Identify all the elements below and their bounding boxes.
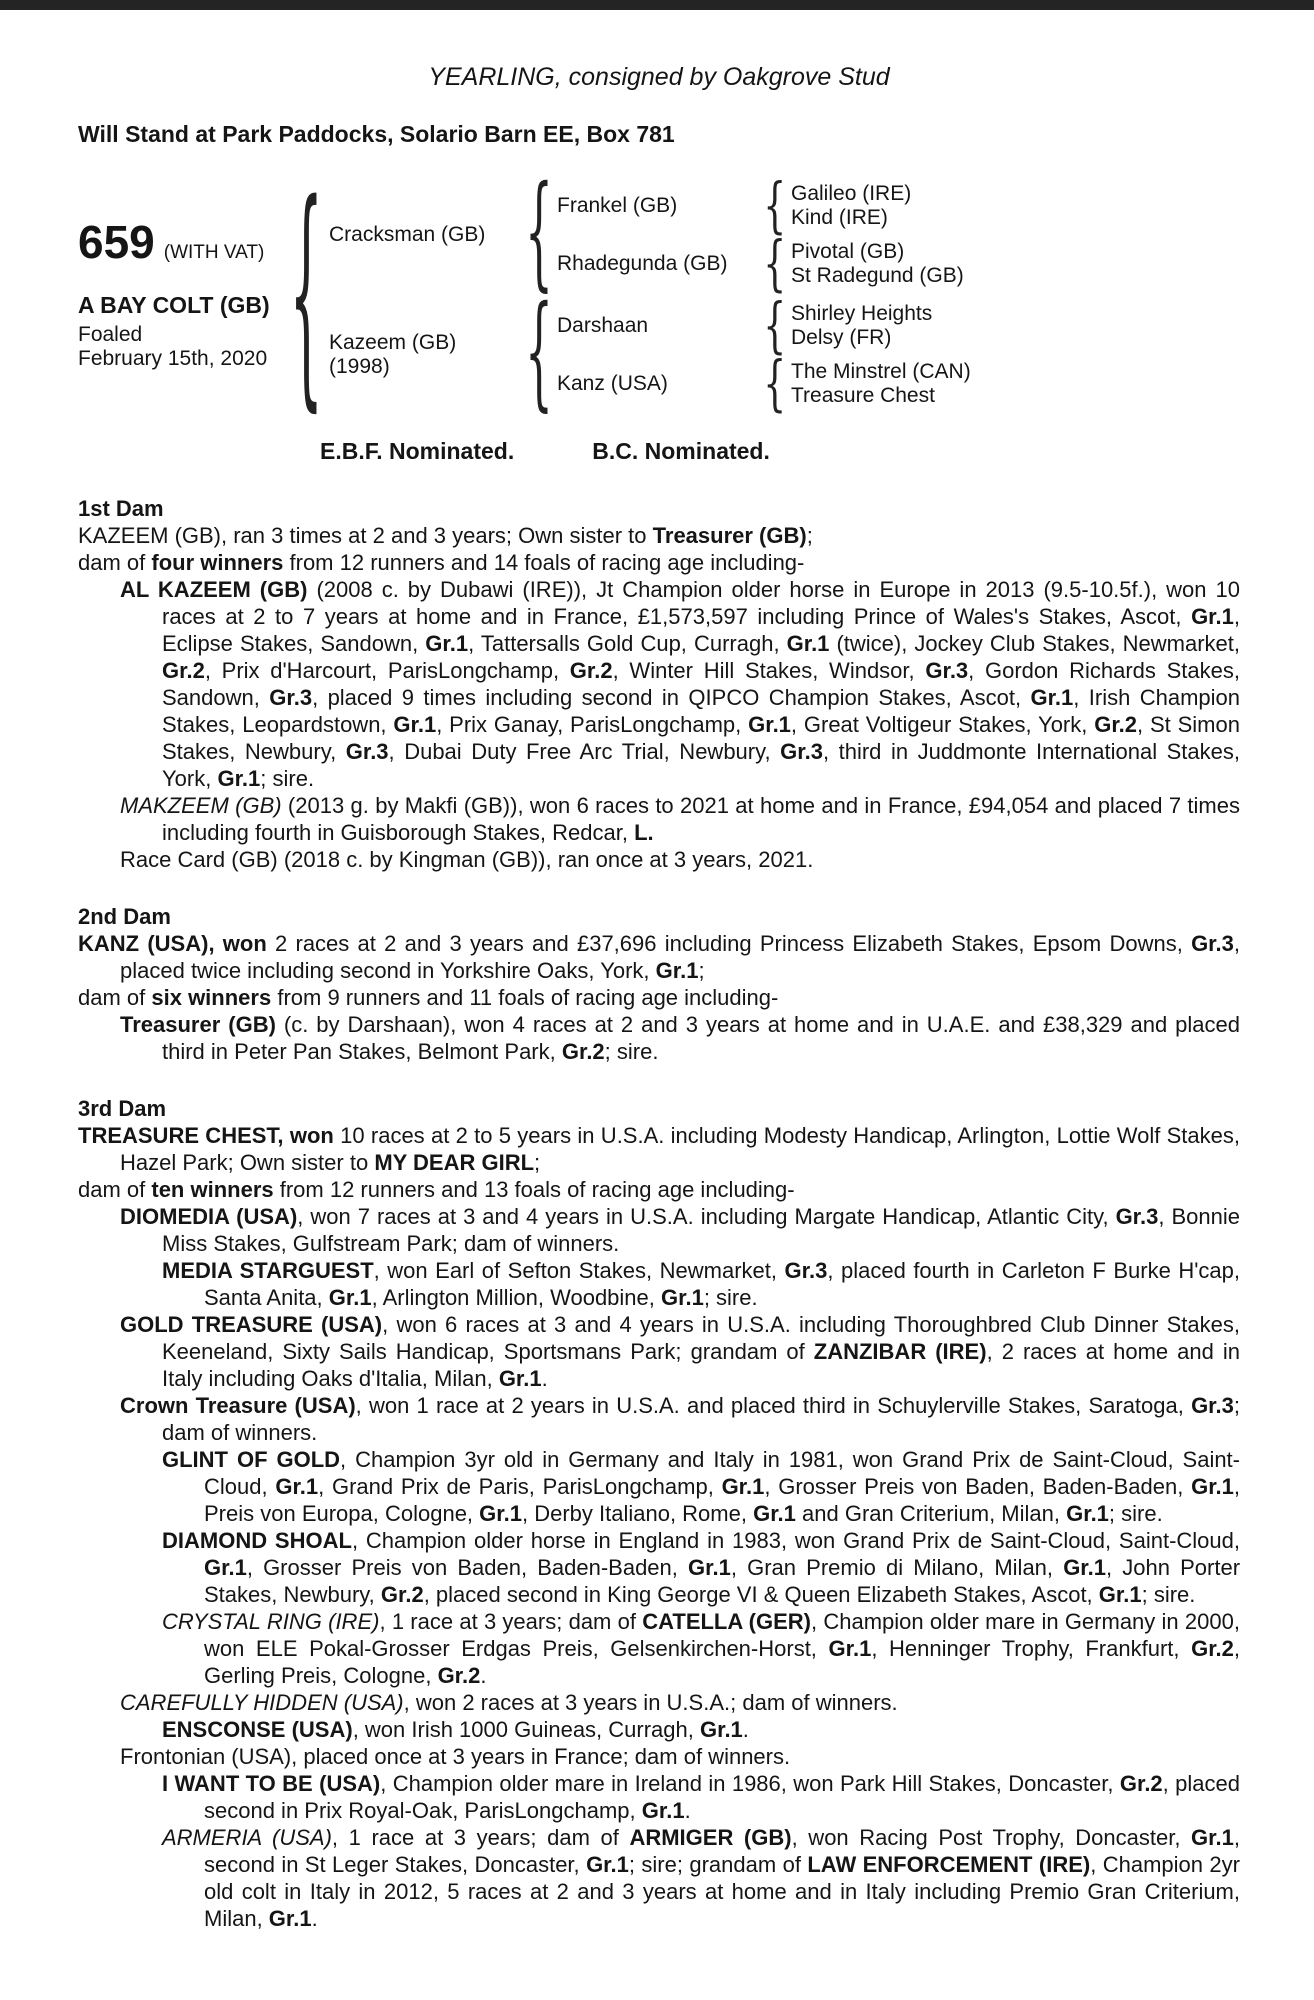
text-run: , Eclipse Stakes, Sandown,	[162, 604, 1240, 656]
text-run: Gr.1	[688, 1555, 731, 1580]
ebf-nomination: E.B.F. Nominated.	[320, 438, 515, 464]
text-run: Gr.1	[699, 1717, 743, 1742]
text-run: (c. by Darshaan), won 4 races at 2 and 3 years at home and in U.A.E. and £38,329 and placed third in Peter Pan Stakes, Belmont Park,	[162, 1012, 1240, 1064]
dam-brace: {	[525, 282, 553, 425]
text-run: , Winter Hill Stakes, Windsor,	[612, 658, 926, 683]
text-run: MAKZEEM (GB)	[120, 793, 282, 818]
bc-nomination: B.C. Nominated.	[592, 438, 770, 464]
text-run: ARMERIA (USA)	[162, 1825, 332, 1850]
text-run: , third in Juddmonte International Stakes, York,	[162, 739, 1240, 791]
text-run: (2008 c. by Dubawi (IRE)), Jt Champion older horse in Europe in 2013 (9.5-10.5f.), won 10 races at 2 to 7 years at home and in France, £1,573,597 including Prince of Wales's Stakes, Ascot,	[162, 577, 1240, 629]
sire-dam-brace: {	[763, 229, 787, 299]
consignor-line: YEARLING, consigned by Oakgrove Stud	[428, 63, 890, 91]
third-dam-section	[78, 1095, 1240, 1932]
text-run: , won 2 races at 3 years in U.S.A.; dam of winners.	[403, 1690, 898, 1715]
lot-number-line	[78, 216, 283, 268]
text-run: and Gran Criterium, Milan,	[795, 1501, 1067, 1526]
pedigree-outer-brace: {	[289, 155, 323, 435]
text-run: ;	[534, 1150, 541, 1175]
text-run: Gr.1	[1191, 604, 1234, 629]
text-run: , Grand Prix de Paris, ParisLongchamp,	[318, 1474, 722, 1499]
sire-dam-parents	[791, 240, 964, 288]
text-run: dam of	[78, 985, 152, 1010]
ancestor-name: Galileo (IRE)	[791, 182, 912, 205]
stand-location-line: Will Stand at Park Paddocks, Solario Barn EE, Box 781	[78, 121, 675, 147]
text-run: ARMIGER (GB)	[629, 1825, 792, 1850]
text-run: , St Simon Stakes, Newbury,	[162, 712, 1240, 764]
text-run: , Champion 3yr old in Germany and Italy in 1981, won Grand Prix de Saint-Cloud, Saint-Cloud,	[204, 1447, 1240, 1499]
text-run: Gr.2	[437, 1663, 481, 1688]
text-run: , placed twice including second in Yorkshire Oaks, York,	[120, 931, 1240, 983]
catalogue-paragraph	[78, 1716, 1240, 1743]
text-run: , placed second in King George VI & Queen Elizabeth Stakes, Ascot,	[423, 1582, 1099, 1607]
text-run: Frontonian (USA), placed once at 3 years in France; dam of winners.	[120, 1744, 791, 1769]
catalogue-paragraph	[78, 1743, 1240, 1770]
text-run: GOLD TREASURE (USA)	[120, 1312, 383, 1337]
text-run: ; sire.	[1108, 1501, 1163, 1526]
lot-info	[78, 216, 283, 371]
text-run: Gr.3	[925, 658, 969, 683]
text-run: Gr.1	[393, 712, 437, 737]
text-run: Gr.1	[275, 1474, 319, 1499]
text-run: Gr.1	[641, 1798, 685, 1823]
dam-section-body	[78, 1122, 1240, 1932]
text-run: Gr.1	[1191, 1474, 1234, 1499]
text-run: ; sire.	[604, 1039, 659, 1064]
ancestor-name: Kind (IRE)	[791, 206, 888, 229]
text-run: , Dubai Duty Free Arc Trial, Newbury,	[388, 739, 781, 764]
catalogue-paragraph	[78, 1770, 1240, 1824]
catalogue-paragraph	[78, 1257, 1240, 1311]
text-run: Gr.1	[1030, 685, 1074, 710]
text-run: , placed second in Prix Royal-Oak, ParisLongchamp,	[204, 1771, 1240, 1823]
text-run: , Grosser Preis von Baden, Baden-Baden,	[246, 1555, 689, 1580]
catalogue-paragraph	[78, 1311, 1240, 1392]
dam-section-body	[78, 930, 1240, 1065]
text-run: .	[541, 1366, 548, 1391]
text-run: from 12 runners and 14 foals of racing age including-	[283, 550, 805, 575]
ancestor-name: Treasure Chest	[791, 384, 935, 407]
text-run: ENSCONSE (USA)	[162, 1717, 353, 1742]
text-run: , Bonnie Miss Stakes, Gulfstream Park; dam of winners.	[162, 1204, 1240, 1256]
text-run: Gr.1	[748, 712, 791, 737]
text-run: Gr.2	[380, 1582, 424, 1607]
text-run: Gr.1	[498, 1366, 542, 1391]
dam-dam-group	[557, 349, 971, 419]
pedigree-block	[78, 155, 1240, 435]
dam-dam-parents	[791, 360, 971, 408]
text-run: , Great Voltigeur Stakes, York,	[790, 712, 1095, 737]
text-run: LAW ENFORCEMENT (IRE)	[807, 1852, 1091, 1877]
text-run: Gr.1	[1066, 1501, 1109, 1526]
text-run: ZANZIBAR (IRE)	[813, 1339, 987, 1364]
text-run: MY DEAR GIRL	[374, 1150, 535, 1175]
sire-brace: {	[525, 162, 553, 305]
dam-parents	[557, 291, 971, 419]
text-run: , second in St Leger Stakes, Doncaster,	[204, 1825, 1240, 1877]
text-run: (2013 g. by Makfi (GB)), won 6 races to 2021 at home and in France, £94,054 and placed 7 times including fourth in Guisborough Stakes, Redcar,	[162, 793, 1240, 845]
text-run: , Gordon Richards Stakes, Sandown,	[162, 658, 1240, 710]
text-run: Gr.3	[345, 739, 389, 764]
text-run: , John Porter Stakes, Newbury,	[204, 1555, 1241, 1607]
text-run: , Henninger Trophy, Frankfurt,	[871, 1636, 1192, 1661]
text-run: Gr.1	[586, 1852, 629, 1877]
dam-section-heading: 3rd Dam	[78, 1096, 167, 1121]
dam-name-block	[329, 331, 521, 379]
catalogue-paragraph	[78, 984, 1240, 1011]
lot-number: 659	[78, 216, 155, 268]
text-run: , Champion older horse in England in 1983, won Grand Prix de Saint-Cloud, Saint-Cloud,	[351, 1528, 1240, 1553]
text-run: from 9 runners and 11 foals of racing age including-	[271, 985, 779, 1010]
first-dam-section	[78, 495, 1240, 873]
sire-name: Cracksman (GB)	[329, 223, 486, 246]
text-run: GLINT OF GOLD	[162, 1447, 341, 1472]
text-run: , Champion older mare in Ireland in 1986, won Park Hill Stakes, Doncaster,	[380, 1771, 1120, 1796]
text-run: , Prix d'Harcourt, ParisLongchamp,	[204, 658, 570, 683]
sire-sire-group	[557, 171, 964, 241]
dam-sire-name: Darshaan	[557, 314, 649, 337]
text-run: , won 1 race at 2 years in U.S.A. and placed third in Schuylerville Stakes, Saratoga,	[355, 1393, 1192, 1418]
text-run: ; dam of winners.	[162, 1393, 1240, 1445]
text-run: Gr.1	[1098, 1582, 1142, 1607]
text-run: ; sire.	[260, 766, 315, 791]
text-run: Gr.1	[268, 1906, 312, 1931]
text-run: Treasurer (GB)	[652, 523, 807, 548]
text-run: Gr.3	[784, 1258, 828, 1283]
text-run: , Champion older mare in Germany in 2000, won ELE Pokal-Grosser Erdgas Preis, Gelsenkirchen-Horst,	[204, 1609, 1240, 1661]
pedigree-tree	[329, 162, 971, 425]
text-run: Gr.3	[1191, 1393, 1234, 1418]
ancestor-name: Delsy (FR)	[791, 326, 892, 349]
text-run: Gr.1	[655, 958, 699, 983]
text-run: 10 races at 2 to 5 years in U.S.A. including Modesty Handicap, Arlington, Lottie Wolf Stakes, Hazel Park; Own sister to	[120, 1123, 1240, 1175]
dam-year: (1998)	[329, 355, 390, 378]
catalogue-paragraph	[78, 1176, 1240, 1203]
ancestor-name: Pivotal (GB)	[791, 240, 905, 263]
dam-branch	[329, 282, 971, 425]
text-run: Treasurer (GB)	[120, 1012, 276, 1037]
text-run: , placed 9 times including second in QIPCO Champion Stakes, Ascot,	[312, 685, 1031, 710]
text-run: Gr.1	[217, 766, 261, 791]
text-run: Gr.1	[425, 631, 469, 656]
text-run: Gr.1	[479, 1501, 522, 1526]
text-run: MEDIA STARGUEST	[162, 1258, 374, 1283]
sire-dam-name: Rhadegunda (GB)	[557, 252, 728, 275]
catalogue-paragraph	[78, 1392, 1240, 1446]
text-run: Gr.2	[1094, 712, 1138, 737]
text-run: ;	[698, 958, 705, 983]
catalogue-paragraph	[78, 1608, 1240, 1689]
dam-dam-name: Kanz (USA)	[557, 372, 668, 395]
sire-sire-parents	[791, 182, 911, 230]
text-run: Gr.2	[569, 658, 613, 683]
catalogue-paragraph	[78, 1527, 1240, 1608]
ancestor-name: The Minstrel (CAN)	[791, 360, 971, 383]
text-run: Race Card (GB) (2018 c. by Kingman (GB)), ran once at 3 years, 2021.	[120, 847, 814, 872]
vat-note: (WITH VAT)	[163, 242, 265, 263]
dam-sire-parents	[791, 302, 932, 350]
text-run: Gr.1	[721, 1474, 765, 1499]
text-run: Crown Treasure (USA)	[120, 1393, 356, 1418]
text-run: , Champion 2yr old colt in Italy in 2012, 5 races at 2 and 3 years at home and in Italy including Premio Gran Criterium, Milan,	[204, 1852, 1240, 1931]
text-run: , won 6 races at 3 and 4 years in U.S.A. including Thoroughbred Club Dinner Stakes, Keeneland, Sixty Sails Handicap, Sportsmans Park; grandam of	[162, 1312, 1241, 1364]
text-run: , Preis von Europa, Cologne,	[204, 1474, 1241, 1526]
catalogue-paragraph	[78, 846, 1240, 873]
dam-section-body	[78, 522, 1240, 873]
dam-dam-brace: {	[763, 349, 787, 419]
text-run: , won Earl of Sefton Stakes, Newmarket,	[373, 1258, 785, 1283]
text-run: .	[311, 1906, 318, 1931]
text-run: , 1 race at 3 years; dam of	[331, 1825, 630, 1850]
text-run: Gr.1	[661, 1285, 704, 1310]
text-run: four winners	[151, 550, 284, 575]
dam-name: Kazeem (GB)	[329, 331, 457, 354]
scan-edge-bar	[0, 0, 1314, 10]
text-run: .	[684, 1798, 691, 1823]
catalogue-paragraph	[78, 1203, 1240, 1257]
text-run: Gr.1	[786, 631, 830, 656]
text-run: , won 7 races at 3 and 4 years in U.S.A. including Margate Handicap, Atlantic City,	[297, 1204, 1116, 1229]
text-run: Gr.1	[1063, 1555, 1106, 1580]
foaled-label: Foaled	[78, 323, 143, 346]
text-run: , Irish Champion Stakes, Leopardstown,	[162, 685, 1240, 737]
text-run: ; sire.	[703, 1285, 758, 1310]
text-run: , 1 race at 3 years; dam of	[379, 1609, 643, 1634]
text-run: Gr.1	[753, 1501, 796, 1526]
text-run: KAZEEM (GB), ran 3 times at 2 and 3 years; Own sister to	[78, 523, 653, 548]
ancestor-name: St Radegund (GB)	[791, 264, 964, 287]
text-run: TREASURE CHEST, won	[78, 1123, 334, 1148]
text-run: ; sire.	[1141, 1582, 1196, 1607]
dam-sire-group	[557, 291, 971, 361]
catalogue-paragraph	[78, 1122, 1240, 1176]
catalogue-paragraph	[78, 576, 1240, 792]
text-run: Gr.1	[1191, 1825, 1234, 1850]
text-run: from 12 runners and 13 foals of racing age including-	[273, 1177, 795, 1202]
text-run: Gr.1	[828, 1636, 872, 1661]
text-run: ;	[806, 523, 813, 548]
text-run: , won Irish 1000 Guineas, Curragh,	[352, 1717, 700, 1742]
dam-section-heading: 1st Dam	[78, 496, 164, 521]
text-run: CRYSTAL RING (IRE)	[162, 1609, 380, 1634]
ancestor-name: Shirley Heights	[791, 302, 933, 325]
sire-sire-brace: {	[763, 171, 787, 241]
text-run: Gr.3	[1115, 1204, 1159, 1229]
text-run: (twice), Jockey Club Stakes, Newmarket,	[829, 631, 1240, 656]
catalogue-paragraph	[78, 792, 1240, 846]
dam-sire-brace: {	[763, 291, 787, 361]
text-run: L.	[634, 820, 654, 845]
text-run: .	[480, 1663, 487, 1688]
text-run: dam of	[78, 1177, 152, 1202]
catalogue-paragraph	[78, 1446, 1240, 1527]
sire-branch	[329, 162, 971, 305]
text-run: , placed fourth in Carleton F Burke H'cap, Santa Anita,	[204, 1258, 1241, 1310]
text-run: , Tattersalls Gold Cup, Curragh,	[468, 631, 787, 656]
text-run: six winners	[151, 985, 272, 1010]
text-run: , Derby Italiano, Rome,	[521, 1501, 754, 1526]
text-run: , Gerling Preis, Cologne,	[204, 1636, 1241, 1688]
text-run: , Arlington Million, Woodbine,	[371, 1285, 661, 1310]
text-run: , Gran Premio di Milano, Milan,	[730, 1555, 1064, 1580]
text-run: ; sire; grandam of	[628, 1852, 808, 1877]
text-run: Gr.2	[561, 1039, 605, 1064]
text-run: ten winners	[151, 1177, 274, 1202]
text-run: Gr.2	[162, 658, 205, 683]
text-run: Gr.2	[1119, 1771, 1163, 1796]
text-run: Gr.1	[204, 1555, 247, 1580]
text-run: dam of	[78, 550, 152, 575]
catalogue-paragraph	[78, 930, 1240, 984]
text-run: Gr.3	[780, 739, 823, 764]
dam-section-heading: 2nd Dam	[78, 904, 171, 929]
text-run: DIAMOND SHOAL	[162, 1528, 352, 1553]
second-dam-section	[78, 903, 1240, 1065]
text-run: Gr.2	[1191, 1636, 1234, 1661]
text-run: I WANT TO BE (USA)	[162, 1771, 381, 1796]
catalogue-paragraph	[78, 1689, 1240, 1716]
text-run: DIOMEDIA (USA)	[120, 1204, 298, 1229]
text-run: , Prix Ganay, ParisLongchamp,	[436, 712, 749, 737]
text-run: AL KAZEEM (GB)	[120, 577, 308, 602]
catalogue-paragraph	[78, 549, 1240, 576]
sire-sire-name: Frankel (GB)	[557, 194, 678, 217]
text-run: Gr.1	[328, 1285, 372, 1310]
foaled-date: February 15th, 2020	[78, 347, 268, 370]
catalogue-paragraph	[78, 1824, 1240, 1932]
text-run: .	[742, 1717, 749, 1742]
text-run: , 2 races at home and in Italy including Oaks d'Italia, Milan,	[162, 1339, 1241, 1391]
sire-dam-group	[557, 229, 964, 299]
catalogue-paragraph	[78, 1011, 1240, 1065]
text-run: KANZ (USA), won	[78, 931, 267, 956]
text-run: , won Racing Post Trophy, Doncaster,	[791, 1825, 1192, 1850]
text-run: Gr.3	[1191, 931, 1234, 956]
catalogue-paragraph	[78, 522, 1240, 549]
text-run: 2 races at 2 and 3 years and £37,696 including Princess Elizabeth Stakes, Epsom Downs,	[266, 931, 1192, 956]
text-run: CAREFULLY HIDDEN (USA)	[120, 1690, 404, 1715]
sire-parents	[557, 171, 964, 299]
lot-description: A BAY COLT (GB)	[78, 292, 270, 318]
text-run: , Grosser Preis von Baden, Baden-Baden,	[764, 1474, 1192, 1499]
text-run: Gr.3	[269, 685, 313, 710]
nominations-line	[320, 438, 1240, 465]
text-run: CATELLA (GER)	[642, 1609, 812, 1634]
